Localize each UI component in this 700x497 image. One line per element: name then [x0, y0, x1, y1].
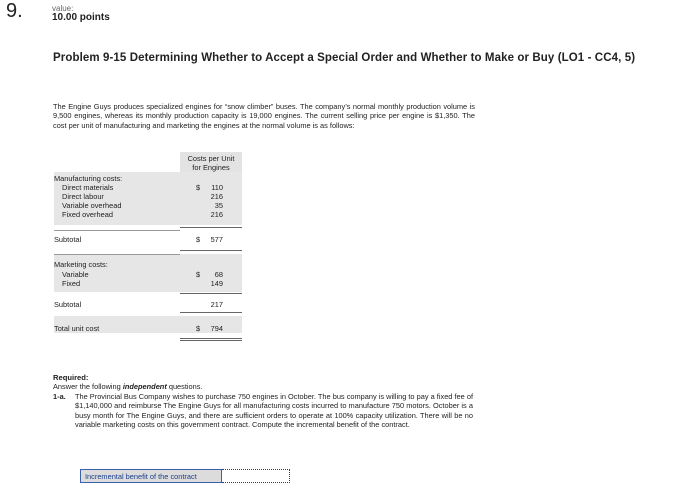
subtotal-rule	[180, 250, 242, 251]
answer-label: Incremental benefit of the contract	[80, 469, 222, 483]
question-number: 9.	[6, 0, 23, 22]
table-row	[54, 270, 242, 279]
row-value: 216	[210, 210, 223, 219]
subtotal-rule	[180, 293, 242, 294]
subtotal-rule	[180, 312, 242, 313]
row-label: Direct materials	[62, 183, 114, 192]
value-label: value:	[52, 4, 74, 13]
emphasis-text: independent	[122, 382, 167, 391]
marketing-heading: Marketing costs:	[54, 260, 108, 269]
total-double-rule	[180, 338, 242, 341]
row-value: 110	[211, 183, 223, 192]
table-row	[54, 192, 242, 201]
problem-intro: The Engine Guys produces specialized engines for “snow climber” buses. The company’s normal monthly production volume is 9,500 engines, whereas its monthly production capacity is 19,000 engines. The current selling price per engine is $1,350. The cost per unit of manufacturing and marketing the engines at the normal volume is as follows:	[53, 102, 475, 130]
row-value: 577	[210, 235, 223, 244]
column-header-text: Costs per Unit for Engines	[187, 154, 235, 172]
currency-symbol: $	[196, 183, 201, 192]
row-value: 216	[210, 192, 223, 201]
row-label: Variable	[62, 270, 89, 279]
answer-input[interactable]	[222, 469, 290, 483]
part-text: The Provincial Bus Company wishes to purchase 750 engines in October. The bus company is willing to pay a fixed fee of $1,140,000 and reimburse The Engine Guys for all manufacturing costs incurred to manufacture 750 motors. October is a busy month for The Engine Guys, and there are sufficient orders to operate at 100% capacity utilization. There will be no variable marketing costs on this government contract. Compute the incremental benefit of the contract.	[75, 392, 473, 430]
divider	[54, 230, 180, 231]
row-label: Subtotal	[54, 300, 82, 309]
table-row	[54, 183, 242, 192]
subtotal-row	[54, 300, 242, 309]
row-label: Variable overhead	[62, 201, 122, 210]
part-label: 1-a.	[53, 392, 66, 401]
row-label: Fixed	[62, 279, 81, 288]
column-header	[180, 152, 242, 172]
row-label: Subtotal	[54, 235, 82, 244]
table-row	[54, 279, 242, 288]
divider	[54, 254, 180, 255]
currency-symbol: $	[196, 270, 201, 279]
row-label: Fixed overhead	[62, 210, 113, 219]
row-value: 68	[214, 270, 223, 279]
row-value: 35	[214, 201, 223, 210]
row-label: Direct labour	[62, 192, 104, 201]
answer-row	[80, 469, 290, 483]
problem-title: Problem 9-15 Determining Whether to Accept a Special Order and Whether to Make or Buy (LO1 - CC4, 5)	[53, 52, 636, 64]
table-row	[54, 201, 242, 210]
subtotal-rule	[180, 227, 242, 228]
row-value: 794	[210, 324, 223, 333]
total-row	[54, 324, 242, 333]
points-value: 10.00 points	[52, 12, 110, 23]
table-row	[54, 210, 242, 219]
row-value: 217	[210, 300, 223, 309]
currency-symbol: $	[196, 235, 201, 244]
subtotal-row	[54, 235, 242, 244]
required-heading: Required:	[53, 373, 89, 382]
row-value: 149	[210, 279, 223, 288]
row-label: Total unit cost	[54, 324, 100, 333]
manufacturing-heading: Manufacturing costs:	[54, 174, 123, 183]
required-instruction: Answer the following independent questions.	[53, 382, 203, 391]
cost-table	[54, 152, 242, 345]
currency-symbol: $	[196, 324, 201, 333]
